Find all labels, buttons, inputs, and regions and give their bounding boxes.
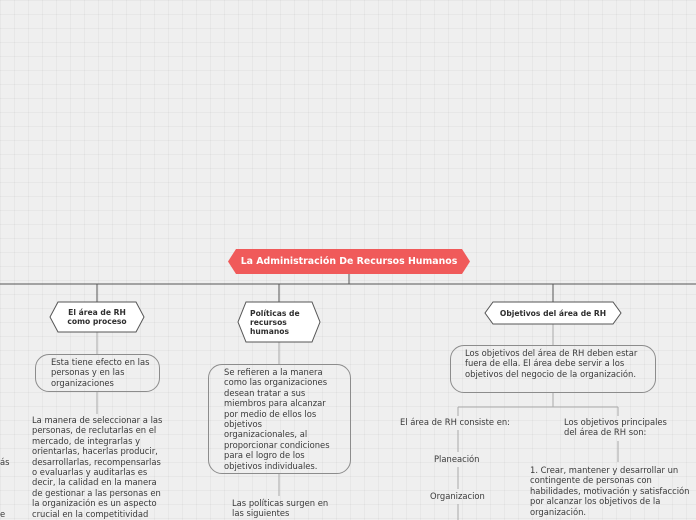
- offscreen-text-fragment: ás: [0, 457, 10, 467]
- branch-1-subtitle-text: Esta tiene efecto en las personas y en las organizaciones: [51, 357, 150, 388]
- branch-node-2-label[interactable]: Políticas de recursos humanos: [250, 308, 300, 336]
- branch-3-left-item-organizacion[interactable]: Organizacion: [430, 491, 485, 501]
- branch-3-right-item-1[interactable]: 1. Crear, mantener y desarrollar un contingente de personas con habilidades, motivación y satisfacción por alcanzar los objetivos de la organización.: [530, 465, 690, 517]
- offscreen-text-fragment: e: [0, 509, 6, 519]
- branch-3-left-heading[interactable]: El área de RH consiste en:: [400, 417, 510, 427]
- branch-3-left-item-planeacion[interactable]: Planeación: [434, 454, 480, 464]
- branch-2-detail-text[interactable]: Las políticas surgen en las siguientes: [232, 498, 329, 519]
- branch-node-3-label[interactable]: Objetivos del área de RH: [499, 308, 607, 318]
- branch-1-detail-text[interactable]: La manera de seleccionar a las personas, de reclutarlas en el mercado, de integrarlas y orientarlas, hacerlas producir, desarrollarlas, recompensarlas o evaluarlas y auditarlas es decir, la calidad en la manera de gestionar a las personas en la organización es un aspecto crucial en la competitividad: [32, 415, 163, 519]
- branch-2-subtitle-text: Se refieren a la manera como las organizaciones desean tratar a sus miembros para alcanzar por medio de ellos los objetivos organizacionales, al proporcionar condiciones para el logro de los objetivos individuales.: [224, 367, 330, 471]
- branch-3-subtitle-text: Los objetivos del área de RH deben estar fuera de ella. El área debe servir a los objetivos del negocio de la organización.: [465, 348, 638, 379]
- branch-3-right-heading[interactable]: Los objetivos principales del área de RH son:: [564, 417, 667, 438]
- branch-node-1-label[interactable]: El área de RH como proceso: [67, 308, 127, 326]
- central-topic-label[interactable]: La Administración De Recursos Humanos: [240, 256, 458, 267]
